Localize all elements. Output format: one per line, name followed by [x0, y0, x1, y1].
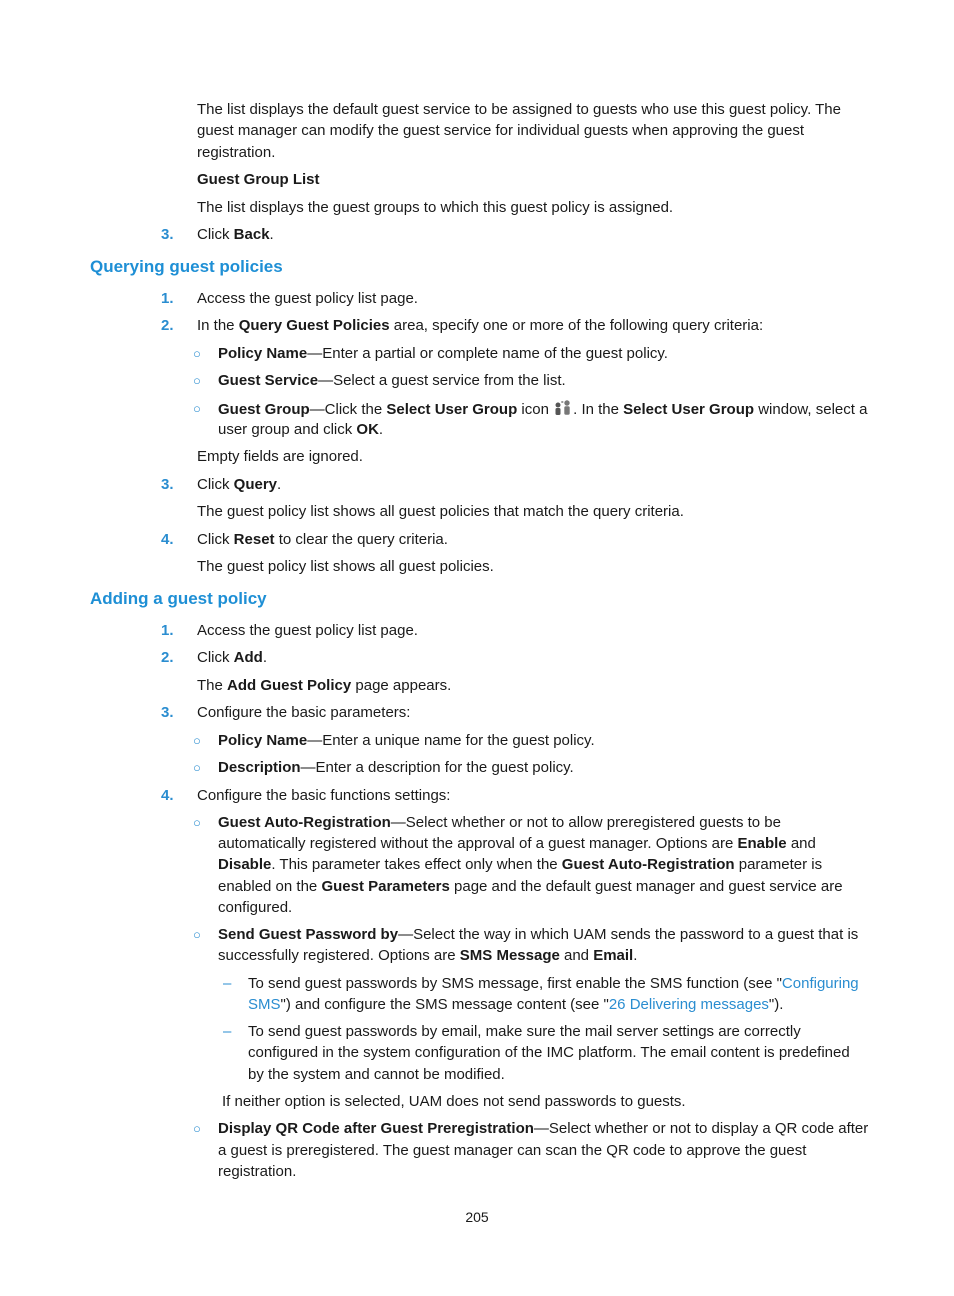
configuring-sms-link[interactable]: Configuring	[781, 975, 859, 992]
section-heading-adding: Adding a guest policy	[90, 589, 267, 608]
bullet-text: registration.	[218, 1163, 297, 1180]
bullet-text: configured.	[218, 899, 293, 916]
bullet-circle: ○	[193, 927, 201, 942]
bullet-circle: ○	[193, 760, 201, 775]
bullet-text: Description—Enter a description for the guest policy.	[218, 759, 574, 776]
bullet-text: Send Guest Password by—Select the way in which UAM sends the password to a guest that is	[218, 926, 859, 943]
configuring-sms-link[interactable]: SMS	[248, 996, 281, 1013]
bullet-text: user group and click OK.	[218, 421, 384, 438]
step-text: Click Query.	[197, 476, 282, 493]
paragraph-line: guest manager can modify the guest service for individual guests when approving the guest	[197, 122, 805, 139]
sub-bullet-dash: –	[223, 1023, 232, 1040]
step-number: 3.	[161, 226, 174, 243]
step-text: Configure the basic functions settings:	[197, 787, 451, 804]
sub-bullet-dash: –	[223, 975, 232, 992]
paragraph-line: The list displays the default guest service to be assigned to guests who use this guest policy. The	[197, 101, 841, 118]
bullet-text: Guest Auto-Registration—Select whether or not to allow preregistered guests to be	[218, 814, 781, 831]
note-text: Empty fields are ignored.	[197, 448, 363, 465]
paragraph-line: The list displays the guest groups to which this guest policy is assigned.	[197, 199, 674, 216]
step-text: Access the guest policy list page.	[197, 622, 418, 639]
step-number: 4.	[161, 531, 174, 548]
step-number: 2.	[161, 317, 174, 334]
bullet-text: successfully registered. Options are SMS Message and Email.	[218, 947, 638, 964]
bullet-text: automatically registered without the approval of a guest manager. Options are Enable and	[218, 835, 816, 852]
step-text: Click Back.	[197, 226, 274, 243]
step-text: Configure the basic parameters:	[197, 704, 411, 721]
step-text: Click Reset to clear the query criteria.	[197, 531, 448, 548]
bullet-circle: ○	[193, 733, 201, 748]
bullet-text: enabled on the Guest Parameters page and the default guest manager and guest service are	[218, 878, 843, 895]
delivering-messages-link[interactable]: 26 Delivering messages	[608, 996, 769, 1013]
step-number: 4.	[161, 787, 174, 804]
bullet-text: a guest is preregistered. The guest manager can scan the QR code to approve the guest	[218, 1142, 807, 1159]
sub-bullet-text: To send guest passwords by email, make sure the mail server settings are correctly	[248, 1023, 801, 1040]
step-text: Click Add.	[197, 649, 268, 666]
step-number: 3.	[161, 476, 174, 493]
sub-bullet-text: configured in the system configuration of the IMC platform. The email content is predefined	[248, 1044, 850, 1061]
page-number: 205	[465, 1209, 489, 1225]
step-number: 1.	[161, 622, 174, 639]
step-number: 2.	[161, 649, 174, 666]
bullet-text: Guest Group—Click the Select User Group icon . In the Select User Group window, select a	[218, 401, 868, 418]
step-number: 1.	[161, 290, 174, 307]
bullet-circle: ○	[193, 401, 201, 416]
bullet-text: Disable. This parameter takes effect only when the Guest Auto-Registration parameter is	[218, 856, 823, 873]
select-user-group-icon	[553, 399, 573, 417]
bullet-circle: ○	[193, 373, 201, 388]
step-text: Access the guest policy list page.	[197, 290, 418, 307]
section-heading-querying: Querying guest policies	[90, 257, 283, 276]
note-text: The guest policy list shows all guest policies.	[197, 558, 494, 575]
bullet-circle: ○	[193, 1121, 201, 1136]
sub-bullet-text: To send guest passwords by SMS message, first enable the SMS function (see "Configuring	[248, 975, 859, 992]
paragraph-line: registration.	[197, 144, 276, 161]
guest-group-list-label: Guest Group List	[197, 171, 320, 188]
step-number: 3.	[161, 704, 174, 721]
note-text: If neither option is selected, UAM does not send passwords to guests.	[222, 1093, 686, 1110]
bullet-circle: ○	[193, 815, 201, 830]
note-text: The guest policy list shows all guest policies that match the query criteria.	[197, 503, 684, 520]
step-text: In the Query Guest Policies area, specify one or more of the following query criteria:	[197, 317, 764, 334]
bullet-text: Guest Service—Select a guest service from the list.	[218, 372, 566, 389]
bullet-circle: ○	[193, 346, 201, 361]
bullet-text: Policy Name—Enter a partial or complete name of the guest policy.	[218, 345, 668, 362]
note-text: The Add Guest Policy page appears.	[197, 677, 452, 694]
sub-bullet-text: by the system and cannot be modified.	[248, 1066, 505, 1083]
bullet-text: Display QR Code after Guest Preregistration—Select whether or not to display a QR code after	[218, 1120, 869, 1137]
sub-bullet-text: SMS") and configure the SMS message content (see "26 Delivering messages").	[248, 996, 784, 1013]
bullet-text: Policy Name—Enter a unique name for the guest policy.	[218, 732, 595, 749]
